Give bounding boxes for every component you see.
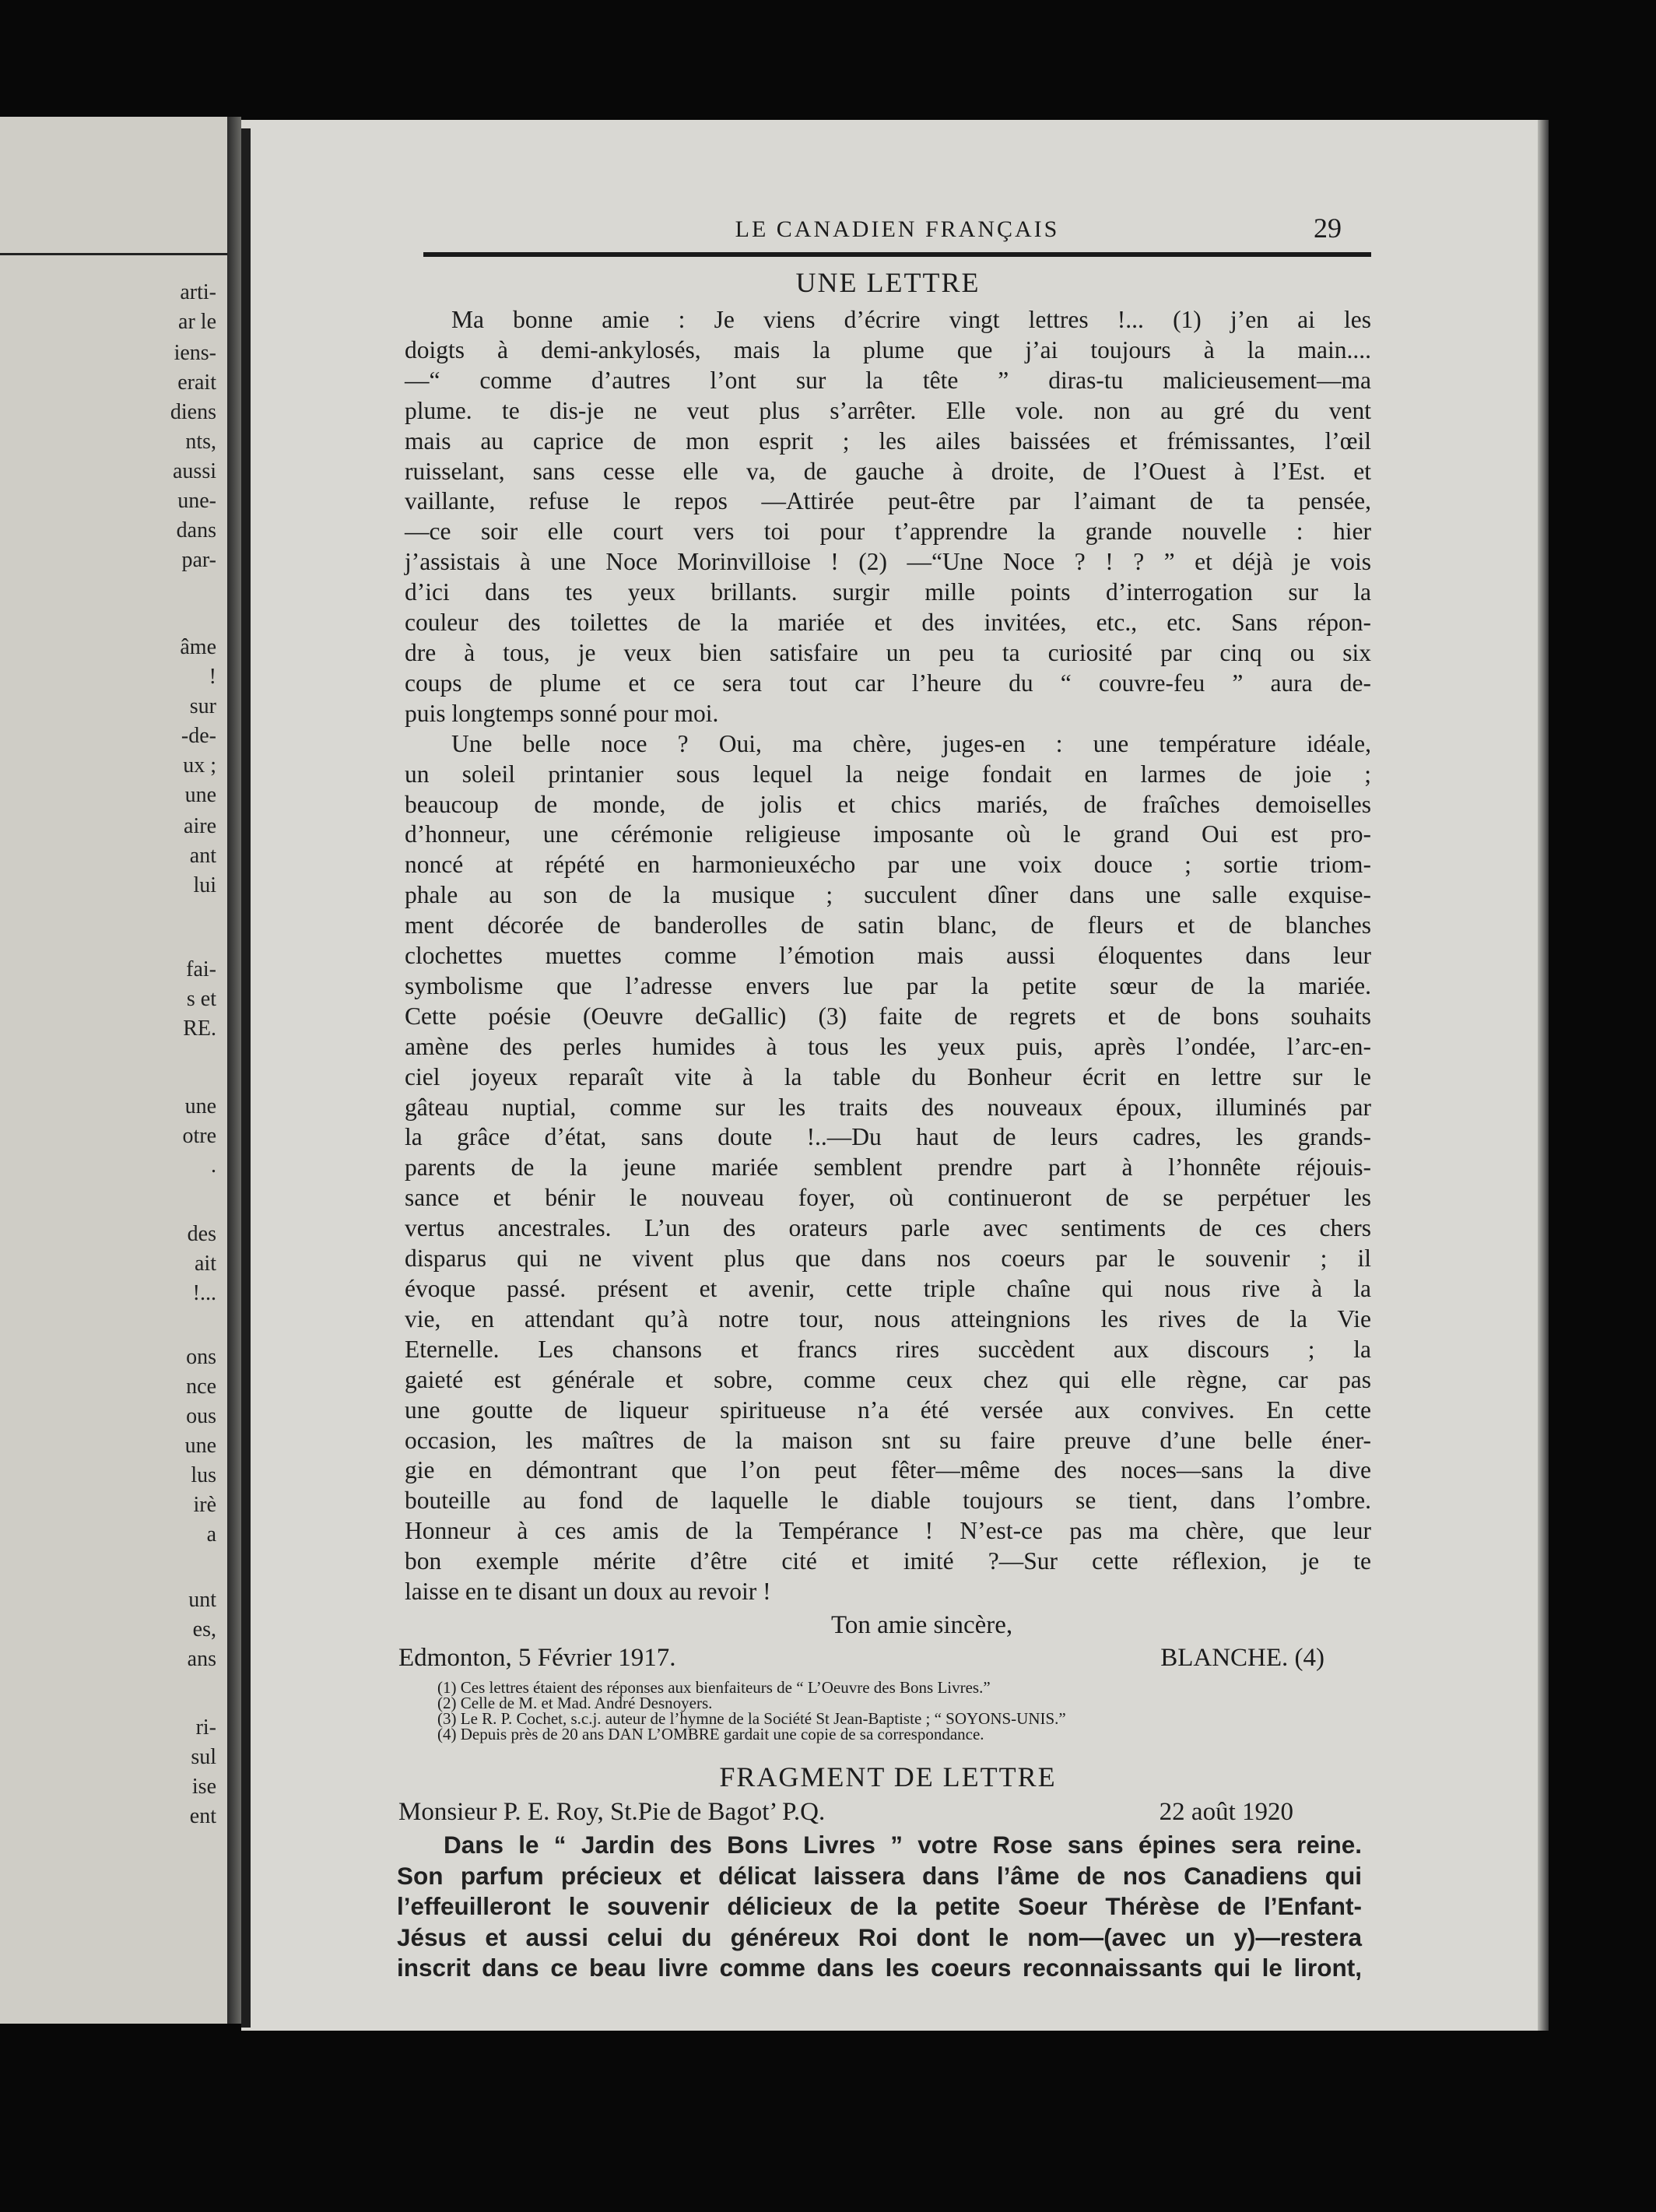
left-page-fragment: ux ; <box>183 753 216 778</box>
left-page-fragment: erait <box>177 370 216 395</box>
left-page-fragment: ans <box>187 1647 216 1671</box>
lettre-sign-line <box>398 1644 1324 1673</box>
fragment-body <box>397 1830 1362 1984</box>
left-page-fragment: fai- <box>186 957 216 981</box>
lettre-line: doigts à demi-ankylosés, mais la plume que j’ai toujours à la main.... <box>405 335 1371 363</box>
left-page-fragment: ous <box>186 1404 216 1428</box>
lettre-line: gâteau nuptial, comme sur les traits des nouveaux époux, illuminés par <box>405 1093 1371 1121</box>
lettre-signoff: Ton amie sincère, <box>831 1611 1013 1639</box>
footnote: (1) Ces lettres étaient des réponses aux bienfaiteurs de “ L’Oeuvre des Bons Livres.” <box>437 1678 991 1697</box>
left-page-fragment: a <box>206 1522 216 1547</box>
lettre-line: occasion, les maîtres de la maison snt su faire preuve d’une belle éner- <box>405 1426 1371 1454</box>
lettre-line: ruisselant, sans cesse elle va, de gauche à droite, de l’Ouest à l’Est. et <box>405 457 1371 485</box>
left-page-fragment: aussi <box>173 459 216 483</box>
lettre-title: UNE LETTRE <box>795 267 981 298</box>
left-page-fragment: ons <box>186 1345 216 1369</box>
left-page-fragment: !... <box>192 1281 216 1305</box>
left-page-fragment: ! <box>209 665 216 689</box>
left-page-fragment: ise <box>191 1775 216 1799</box>
fragment-date: 22 août 1920 <box>1159 1798 1293 1826</box>
left-page-fragment: une <box>184 1094 216 1118</box>
left-page-fragment: diens <box>170 400 216 424</box>
page-header <box>423 212 1371 257</box>
lettre-line: coups de plume et ce sera tout car l’heure du “ couvre-feu ” aura de- <box>405 669 1371 697</box>
book-gutter <box>227 117 241 2024</box>
lettre-body <box>405 305 1371 1607</box>
lettre-line: un soleil printanier sous lequel la neige fondait en larmes de joie ; <box>405 760 1371 788</box>
lettre-line: vertus ancestrales. L’un des orateurs parle avec sentiments de ces chers <box>405 1214 1371 1242</box>
lettre-line: mais au caprice de mon esprit ; les ailes baissées et frémissantes, l’œil <box>405 427 1371 455</box>
lettre-line: symbolisme que l’adresse envers lue par la petite sœur de la mariée. <box>405 971 1371 999</box>
left-page-fragment: es, <box>192 1617 216 1641</box>
lettre-line: amène des perles humides à tous les yeux puis, après l’ondée, l’arc-en- <box>405 1032 1371 1060</box>
lettre-line: Une belle noce ? Oui, ma chère, juges-en : une température idéale, <box>451 729 1371 757</box>
lettre-line: puis longtemps sonné pour moi. <box>405 699 719 727</box>
lettre-line: une goutte de liqueur spiritueuse n’a été versée aux convives. En cette <box>405 1396 1371 1424</box>
left-page-fragment: dans <box>176 518 216 542</box>
left-page-fragment: lus <box>191 1463 216 1487</box>
left-page-fragment: lui <box>193 873 216 897</box>
lettre-line: —“ comme d’autres l’ont sur la tête ” diras-tu malicieusement—ma <box>405 366 1371 394</box>
fragment-addressee: Monsieur P. E. Roy, St.Pie de Bagot’ P.Q. <box>398 1798 826 1826</box>
page-outer-edge <box>1538 120 1549 2031</box>
fragment-line: l’effeuilleront le souvenir délicieux de la petite Soeur Thérèse de l’Enfant- <box>397 1892 1362 1920</box>
lettre-line: j’assistais à une Noce Morinvilloise ! (2) —“Une Noce ? ! ? ” et déjà je vois <box>405 548 1371 576</box>
lettre-line: noncé at répété en harmonieuxécho par une voix douce ; sortie triom- <box>405 851 1371 879</box>
fragment-line: Son parfum précieux et délicat laissera dans l’âme de nos Canadiens qui <box>397 1861 1362 1890</box>
lettre-line: couleur des toilettes de la mariée et des invitées, etc., etc. Sans répon- <box>405 609 1371 637</box>
fragment-line: inscrit dans ce beau livre comme dans les coeurs reconnaissants qui le liront, <box>397 1954 1362 1982</box>
page-number: 29 <box>1314 212 1342 244</box>
left-page-fragment: une <box>184 1434 216 1458</box>
lettre-line: plume. te dis-je ne veut plus s’arrêter. Elle vole. non au gré du vent <box>405 396 1371 424</box>
lettre-line: parents de la jeune mariée semblent prendre part à l’honnête réjouis- <box>405 1153 1371 1181</box>
left-page-margin <box>0 117 227 2024</box>
lettre-line: vie, en attendant qu’à notre tour, nous atteingnions les rives de la Vie <box>405 1304 1371 1332</box>
lettre-line: dre à tous, je veux bien satisfaire un peu ta curiosité par cinq ou six <box>405 638 1371 666</box>
left-page-fragment: une- <box>177 489 216 513</box>
left-page-fragment: . <box>211 1153 216 1178</box>
lettre-signature: BLANCHE. (4) <box>1160 1644 1324 1672</box>
lettre-line: phale au son de la musique ; succulent dîner dans une salle exquise- <box>405 881 1371 909</box>
left-page-fragment: aire <box>184 814 216 838</box>
lettre-line: laisse en te disant un doux au revoir ! <box>405 1578 771 1606</box>
lettre-line: Eternelle. Les chansons et francs rires succèdent aux discours ; la <box>405 1335 1371 1363</box>
footnote: (3) Le R. P. Cochet, s.c.j. auteur de l’hymne de la Société St Jean-Baptiste ; “ SOYONS-UNIS.” <box>437 1709 1066 1728</box>
left-page-fragment: unt <box>188 1588 216 1612</box>
lettre-line: —ce soir elle court vers toi pour t’apprendre la grande nouvelle : hier <box>405 518 1371 546</box>
left-page-fragment: ri- <box>195 1715 216 1740</box>
lettre-line: vaillante, refuse le repos —Attirée peut-être par l’aimant de ta pensée, <box>405 487 1371 515</box>
lettre-line: Cette poésie (Oeuvre deGallic) (3) faite de regrets et de bons souhaits <box>405 1002 1371 1030</box>
lettre-line: Ma bonne amie : Je viens d’écrire vingt lettres !... (1) j’en ai les <box>451 306 1371 333</box>
left-header-rule <box>0 253 227 255</box>
left-page-fragment: par- <box>181 548 216 572</box>
lettre-line: sance et bénir le nouveau foyer, où continueront de se perpétuer les <box>405 1184 1371 1212</box>
left-page-fragment: ant <box>189 844 216 868</box>
left-page-fragment: otre <box>182 1124 216 1148</box>
left-page-fragment: des <box>187 1222 216 1246</box>
lettre-line: disparus qui ne vivent plus que dans nos coeurs par le souvenir ; il <box>405 1245 1371 1273</box>
left-page-fragment: nce <box>186 1375 216 1399</box>
left-page-fragment: sur <box>189 694 216 718</box>
left-page-fragment: une <box>184 783 216 807</box>
left-page-fragment: ent <box>189 1804 216 1828</box>
left-page-fragment: arti- <box>180 280 216 304</box>
fragment-header <box>398 1798 1293 1827</box>
lettre-line: gie en démontrant que l’on peut fêter—même des noces—sans la dive <box>405 1456 1371 1484</box>
footnotes <box>437 1680 1066 1742</box>
left-page-fragment: ait <box>195 1252 216 1276</box>
fragment-title: FRAGMENT DE LETTRE <box>719 1761 1057 1792</box>
running-title: LE CANADIEN FRANÇAIS <box>735 216 1060 242</box>
left-page-fragment: s et <box>186 987 216 1011</box>
lettre-place-date: Edmonton, 5 Février 1917. <box>398 1644 676 1672</box>
fragment-line: Dans le “ Jardin des Bons Livres ” votre Rose sans épines sera reine. <box>444 1831 1362 1859</box>
left-page-fragment: RE. <box>183 1016 216 1041</box>
lettre-line: bouteille au fond de laquelle le diable toujours se tient, dans l’ombre. <box>405 1487 1371 1515</box>
lettre-line: ment décorée de banderolles de satin blanc, de fleurs et de blanches <box>405 911 1371 939</box>
fragment-line: Jésus et aussi celui du généreux Roi dont le nom—(avec un y)—restera <box>397 1922 1362 1951</box>
left-page-fragment: -de- <box>181 724 216 748</box>
footnote: (4) Depuis près de 20 ans DAN L’OMBRE gardait une copie de sa correspondance. <box>437 1725 984 1743</box>
left-page-fragment: âme <box>180 635 216 659</box>
lettre-line: d’honneur, une cérémonie religieuse imposante où le grand Oui est pro- <box>405 820 1371 848</box>
lettre-line: ciel joyeux reparaît vite à la table du Bonheur écrit en lettre sur le <box>405 1062 1371 1090</box>
footnote: (2) Celle de M. et Mad. André Desnoyers. <box>437 1694 713 1712</box>
lettre-line: beaucoup de monde, de jolis et chics mariés, de fraîches demoiselles <box>405 790 1371 818</box>
lettre-line: Honneur à ces amis de la Tempérance ! N’est-ce pas ma chère, que leur <box>405 1517 1371 1545</box>
lettre-line: évoque passé. présent et avenir, cette triple chaîne qui nous rive à la <box>405 1275 1371 1302</box>
lettre-line: la grâce d’état, sans doute !..—Du haut de leurs cadres, les grands- <box>405 1123 1371 1151</box>
lettre-line: clochettes muettes comme l’émotion mais aussi éloquentes dans leur <box>405 942 1371 970</box>
left-page-fragment: sul <box>191 1745 216 1769</box>
lettre-line: d’ici dans tes yeux brillants. surgir mille points d’interrogation sur la <box>405 578 1371 606</box>
page-spine-edge <box>241 128 251 2028</box>
lettre-line: bon exemple mérite d’être cité et imité ?—Sur cette réflexion, je te <box>405 1547 1371 1575</box>
left-page-fragment: nts, <box>185 430 216 454</box>
lettre-line: gaieté est générale et sobre, comme ceux chez qui elle règne, car pas <box>405 1365 1371 1393</box>
left-page-fragment: iens- <box>174 341 216 365</box>
left-page-fragment: irè <box>193 1493 216 1517</box>
left-page-fragment: ar le <box>178 310 216 334</box>
